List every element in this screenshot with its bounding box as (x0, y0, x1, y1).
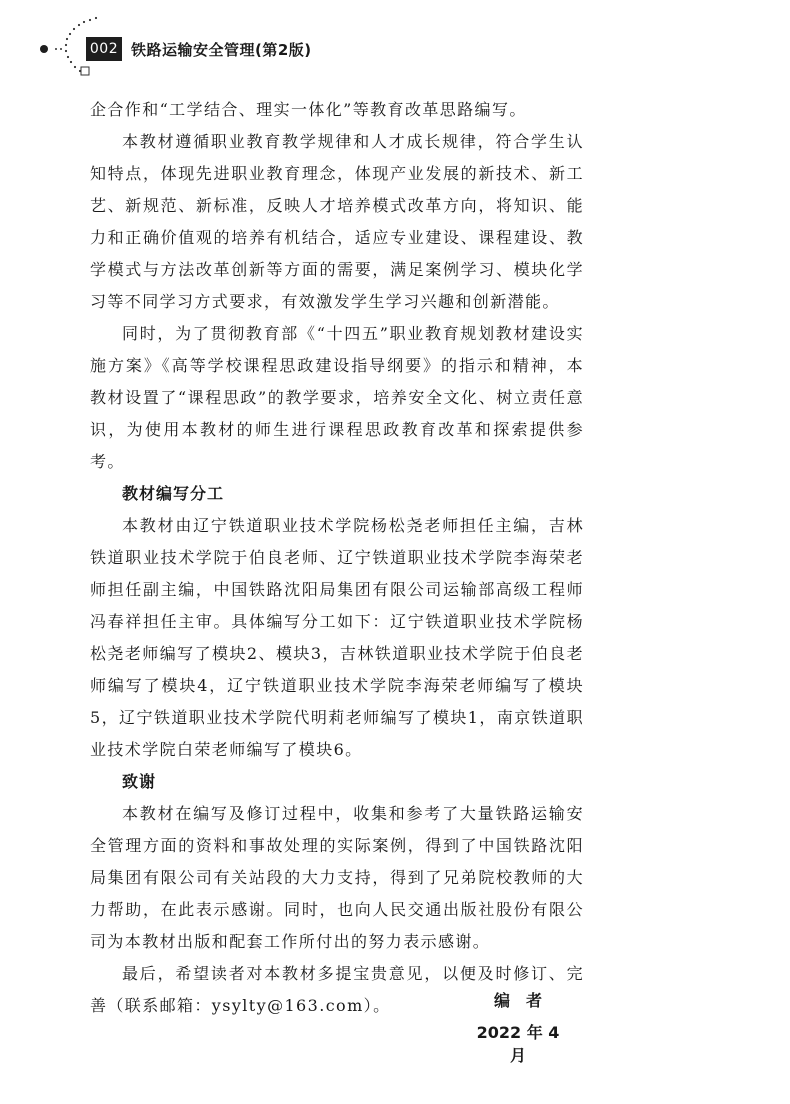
signature-author: 编 者 (493, 991, 542, 1010)
section-heading-acknowledgements: 致谢 (122, 772, 157, 791)
section-heading-authorship: 教材编写分工 (122, 484, 225, 503)
body-text (90, 94, 584, 1022)
book-title: 铁路运输安全管理(第2版) (131, 41, 312, 59)
paragraph-authorship: 本教材由辽宁铁道职业技术学院杨松尧老师担任主编，吉林铁道职业技术学院于伯良老师、辽宁铁道职业技术学院李海荣老师担任副主编，中国铁路沈阳局集团有限公司运输部高级工程师冯春祥担任主审。具体编写分工如下：辽宁铁道职业技术学院杨松尧老师编写了模块2、模块3，吉林铁道职业技术学院于伯良老师编写了模块4，辽宁铁道职业技术学院李海荣老师编写了模块5，辽宁铁道职业技术学院代明莉老师编写了模块1，南京铁道职业技术学院白荣老师编写了模块6。 (90, 516, 584, 759)
page-header (0, 0, 790, 90)
bullet-dot-icon (40, 45, 48, 53)
signature-date: 2022 年 4 月 (476, 1023, 560, 1065)
page-number: 002 (86, 37, 122, 61)
paragraph-feedback: 最后，希望读者对本教材多提宝贵意见，以便及时修订、完善（联系邮箱：ysylty@163.com）。 (90, 964, 584, 1015)
paragraph-continued: 企合作和“工学结合、理实一体化”等教育改革思路编写。 (90, 100, 527, 119)
paragraph-principles: 本教材遵循职业教育教学规律和人才成长规律，符合学生认知特点，体现先进职业教育理念，体现产业发展的新技术、新工艺、新规范、新标准，反映人才培养模式改革方向，将知识、能力和正确价值观的培养有机结合，适应专业建设、课程建设、教学模式与方法改革创新等方面的需要，满足案例学习、模块化学习等不同学习方式要求，有效激发学生学习兴趣和创新潜能。 (90, 132, 584, 311)
paragraph-ideology: 同时，为了贯彻教育部《“十四五”职业教育规划教材建设实施方案》《高等学校课程思政建设指导纲要》的指示和精神，本教材设置了“课程思政”的教学要求，培养安全文化、树立责任意识，为使用本教材的师生进行课程思政教育改革和探索提供参考。 (90, 324, 584, 471)
small-square-icon (81, 67, 89, 75)
paragraph-acknowledgements: 本教材在编写及修订过程中，收集和参考了大量铁路运输安全管理方面的资料和事故处理的实际案例，得到了中国铁路沈阳局集团有限公司有关站段的大力支持，得到了兄弟院校教师的大力帮助，在此表示感谢。同时，也向人民交通出版社股份有限公司为本教材出版和配套工作所付出的努力表示感谢。 (90, 804, 584, 951)
